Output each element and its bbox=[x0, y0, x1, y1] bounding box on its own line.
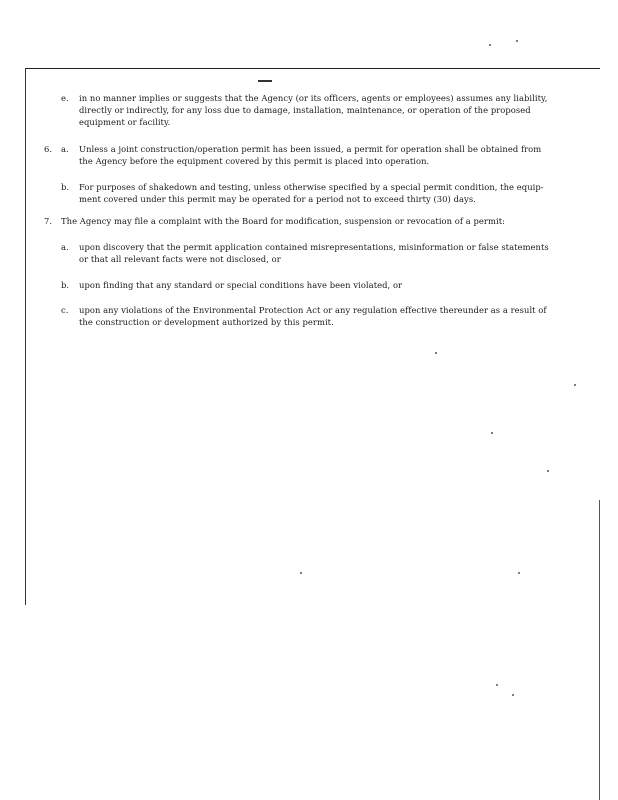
item-e-line-2: directly or indirectly, for any loss due to damage, installation, maintenance, or operation of the proposed bbox=[79, 105, 531, 115]
scan-speck bbox=[547, 470, 549, 472]
item-7c-line-2: the construction or development authorized by this permit. bbox=[79, 317, 334, 327]
scan-speck bbox=[518, 572, 520, 574]
scan-speck bbox=[574, 384, 576, 386]
scan-speck bbox=[516, 40, 518, 42]
item-6b-line-1: For purposes of shakedown and testing, unless otherwise specified by a special permit condition, the equip- bbox=[79, 182, 544, 192]
item-7c-marker: c. bbox=[61, 305, 69, 315]
scan-speck bbox=[491, 432, 493, 434]
scan-speck bbox=[512, 694, 514, 696]
item-7b-line-1: upon finding that any standard or special conditions have been violated, or bbox=[79, 280, 403, 290]
item-7b-marker: b. bbox=[61, 280, 70, 290]
item-6a-line-1: Unless a joint construction/operation permit has been issued, a permit for operation shall be obtained from bbox=[79, 144, 542, 154]
scan-speck bbox=[496, 684, 498, 686]
scan-mark bbox=[258, 80, 272, 82]
scan-speck bbox=[435, 352, 437, 354]
item-7a-line-1: upon discovery that the permit application contained misrepresentations, misinformation or false statements bbox=[79, 242, 549, 252]
item-e-marker: e. bbox=[61, 93, 69, 103]
item-e-text bbox=[79, 92, 547, 128]
right-border-line bbox=[599, 500, 600, 800]
item-e-line-1: in no manner implies or suggests that the Agency (or its officers, agents or employees) assumes any liability, bbox=[79, 93, 548, 103]
item-7a-line-2: or that all relevant facts were not disclosed, or bbox=[79, 254, 281, 264]
item-6b-text bbox=[79, 181, 544, 205]
item-e-line-3: equipment or facility. bbox=[79, 117, 171, 127]
left-border-line bbox=[25, 68, 26, 605]
item-6a-marker: a. bbox=[61, 144, 69, 154]
item-7c-text bbox=[79, 304, 547, 328]
item-6a-text bbox=[79, 143, 541, 167]
scan-speck bbox=[489, 44, 491, 46]
item-7c-line-1: upon any violations of the Environmental Protection Act or any regulation effective thereunder as a result of bbox=[79, 305, 547, 315]
item-7a-marker: a. bbox=[61, 242, 69, 252]
item-6-number: 6. bbox=[44, 144, 52, 154]
item-7a-text bbox=[79, 241, 549, 265]
item-7b-text bbox=[79, 279, 402, 291]
item-7-text: The Agency may file a complaint with the Board for modification, suspension or revocation of a permit: bbox=[61, 216, 505, 226]
scan-speck bbox=[300, 572, 302, 574]
item-6b-line-2: ment covered under this permit may be operated for a period not to exceed thirty (30) days. bbox=[79, 194, 476, 204]
item-6a-line-2: the Agency before the equipment covered by this permit is placed into operation. bbox=[79, 156, 430, 166]
top-border-line bbox=[26, 68, 600, 69]
item-6b-marker: b. bbox=[61, 182, 70, 192]
item-7-number: 7. bbox=[44, 216, 52, 226]
